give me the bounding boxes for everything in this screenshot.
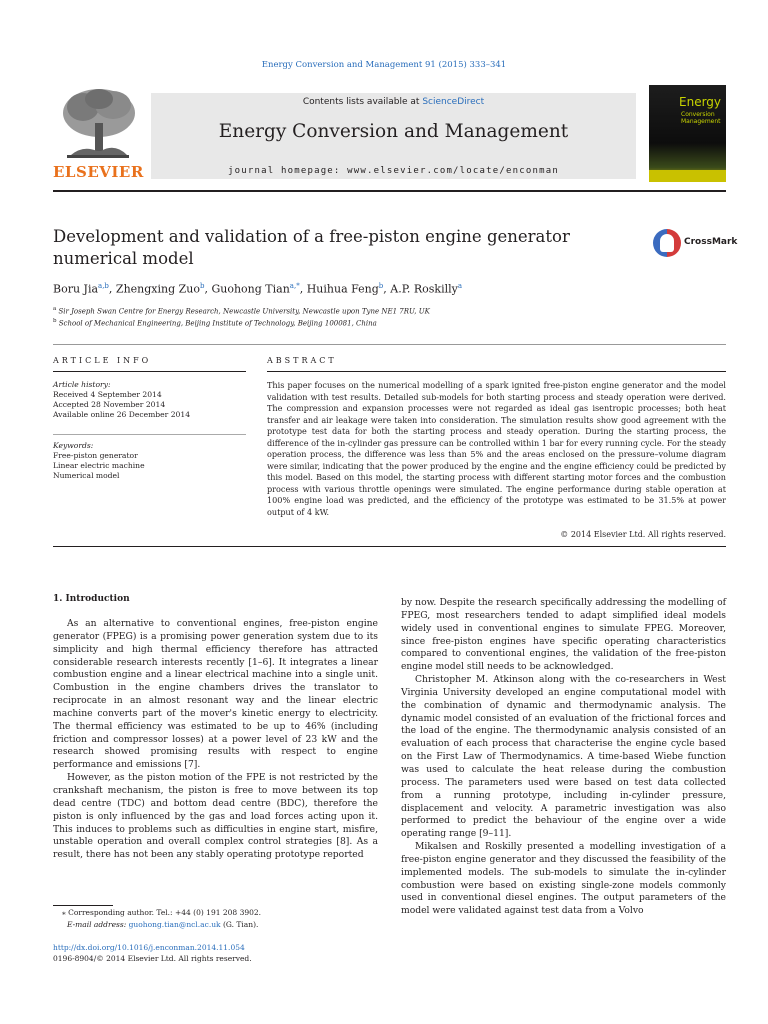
author-separator: , xyxy=(299,282,307,296)
email-note xyxy=(67,920,258,930)
crossmark-badge[interactable] xyxy=(653,229,738,261)
cover-subtitle xyxy=(681,111,721,125)
paragraph: However, as the piston motion of the FPE is not restricted by the crankshaft mechanism, the piston is free to move between its top dead centre (TDC) and bottom dead centre (BDC), therefore the piston is only influenced by the gas and load forces acting upon it. This induces to problems such as difficulties in engine start, misfire, unstable operation and overall complex control strategies [8]. As a result, there has not been any stably operating prototype reported xyxy=(53,772,378,861)
author-affiliation-marker[interactable]: a xyxy=(457,282,463,290)
abstract-heading: ABSTRACT xyxy=(267,356,337,365)
article-title xyxy=(53,226,613,270)
issn-copyright: 0196-8904/© 2014 Elsevier Ltd. All rights reserved. xyxy=(53,954,252,963)
keywords-rule xyxy=(53,434,246,435)
article-history xyxy=(53,380,243,420)
article-info-rule xyxy=(53,371,246,372)
author-name[interactable]: Zhengxing Zuo xyxy=(115,282,200,296)
masthead xyxy=(53,85,726,185)
author-affiliation-marker[interactable]: a,b xyxy=(98,282,109,290)
affiliation-b-text: School of Mechanical Engineering, Beijing Institute of Technology, Beijing 100081, China xyxy=(58,319,377,328)
keywords-heading: Keywords: xyxy=(53,441,94,450)
journal-cover-thumbnail[interactable] xyxy=(649,85,726,182)
abstract-rule xyxy=(267,371,726,372)
body-column-left xyxy=(53,618,378,862)
author-separator: , xyxy=(383,282,391,296)
cover-subtitle-line2: Management xyxy=(681,118,721,125)
affiliation-b xyxy=(53,318,377,327)
affiliation-a-text: Sir Joseph Swan Centre for Energy Research, Newcastle University, Newcastle upon Tyne NE1 7RU, UK xyxy=(58,307,430,316)
author-separator: , xyxy=(204,282,212,296)
abstract-text: This paper focuses on the numerical modelling of a spark ignited free-piston engine generator and the model validation with test results. Detailed sub-models for both starting process and steady operation were derived. The compression and expansion processes were not regarded as ideal gas isentropic processes; both heat transfer and air leakage were taken into consideration. The simulation results show good agreement with the prototype test data for both the starting process and steady operation. During the starting process, the difference of the in-cylinder gas pressure can be controlled within 1 bar for every running cycle. For the steady operation process, the difference was less than 5% and the areas enclosed on the pressure–volume diagram were similar, indicating that the power produced by the engine and the engine efficiency could be predicted by this model. Based on this model, the starting process with different starting motor forces and the combustion process with various throttle openings were simulated. The engine performance during stable operation at 100% engine load was predicted, and the efficiency of the prototype was estimated to be 31.5% at power output of 4 kW. xyxy=(267,380,726,518)
doi-link[interactable] xyxy=(53,943,245,953)
email-suffix: (G. Tian). xyxy=(220,920,259,929)
contents-available xyxy=(151,97,636,107)
journal-title: Energy Conversion and Management xyxy=(218,121,569,142)
author-affiliation-marker[interactable]: b xyxy=(378,282,384,290)
cover-strip xyxy=(649,170,726,182)
history-accepted: Accepted 28 November 2014 xyxy=(53,400,166,409)
crossmark-label: CrossMark xyxy=(684,237,738,247)
history-received: Received 4 September 2014 xyxy=(53,390,162,399)
history-online: Available online 26 December 2014 xyxy=(53,410,191,419)
email-link[interactable]: guohong.tian@ncl.ac.uk xyxy=(128,920,221,929)
journal-reference[interactable]: Energy Conversion and Management 91 (2015) 333–341 xyxy=(261,60,507,70)
publisher-logo: ELSEVIER xyxy=(53,163,144,181)
abstract-copyright: © 2014 Elsevier Ltd. All rights reserved. xyxy=(560,530,726,539)
masthead-divider xyxy=(53,190,726,192)
contents-prefix: Contents lists available at xyxy=(302,97,423,107)
crossmark-bookmark xyxy=(660,234,674,252)
author-list xyxy=(53,282,462,296)
keyword-item: Free-piston generator xyxy=(53,451,138,460)
section-title-introduction: 1. Introduction xyxy=(53,594,130,604)
journal-banner xyxy=(151,93,636,179)
author-separator: , xyxy=(108,282,116,296)
history-heading: Article history: xyxy=(53,380,111,389)
journal-homepage[interactable]: journal homepage: www.elsevier.com/locate/enconman xyxy=(228,166,559,176)
cover-subtitle-line1: Conversion xyxy=(681,111,715,118)
email-label: E-mail address: xyxy=(67,920,129,929)
doi-url[interactable]: http://dx.doi.org/10.1016/j.enconman.2014.11.054 xyxy=(53,943,245,952)
affiliation-b-marker: b xyxy=(53,318,57,324)
paragraph: Mikalsen and Roskilly presented a modelling investigation of a free-piston engine generator and they discussed the feasibility of the implemented models. The sub-models to simulate the in-cylinder combustion were based on existing single-zone models commonly used in conventional diesel engines. The output parameters of the model were validated against test data from a Volvo xyxy=(401,841,726,917)
body-column-right xyxy=(401,597,726,918)
corresponding-author-note: ⁎ Corresponding author. Tel.: +44 (0) 191 208 3902. xyxy=(62,908,262,917)
sciencedirect-link[interactable]: ScienceDirect xyxy=(422,97,485,107)
author-affiliation-marker[interactable]: b xyxy=(199,282,205,290)
author-name[interactable]: A.P. Roskilly xyxy=(390,282,458,296)
footnote-rule xyxy=(53,905,113,906)
article-info-heading: ARTICLE INFO xyxy=(53,356,152,365)
author-name[interactable]: Boru Jia xyxy=(53,282,99,296)
keywords xyxy=(53,441,243,481)
author-name[interactable]: Huihua Feng xyxy=(306,282,379,296)
article-title-line2: numerical model xyxy=(53,249,194,268)
affiliation-a-marker: a xyxy=(53,306,57,312)
affiliation-divider xyxy=(53,344,726,345)
paragraph: As an alternative to conventional engines, free-piston engine generator (FPEG) is a promising power generation system due to its simplicity and high thermal efficiency therefore has attracted considerable research interests recently [1–6]. It integrates a linear combustion engine and a linear electrical machine into a single unit. Combustion in the engine chambers drives the translator to reciprocate in an almost resonant way and the linear electric machine converts part of the mover's kinetic energy to electricity. The thermal efficiency was estimated to be up to 46% (including friction and compressor losses) at a power level of 23 kW and the research showed promising results with respect to engine performance and emissions [7]. xyxy=(53,618,378,771)
paragraph: Christopher M. Atkinson along with the co-researchers in West Virginia University developed an engine computational model with the combination of dynamic and thermodynamic analysis. The dynamic model consisted of an evaluation of the frictional forces and the load of the engine. The thermodynamic analysis consisted of an evaluation of each process that characterise the engine cycle based on the First Law of Thermodynamics. A time-based Wiebe function was used to calculate the heat release during the combustion process. The parameters used were based on test data collected from a running prototype, including in-cylinder pressure, displacement and velocity. A parametric investigation was also performed to predict the behaviour of the engine over a wide operating range [9–11]. xyxy=(401,674,726,840)
affiliation-a xyxy=(53,306,430,315)
keyword-item: Linear electric machine xyxy=(53,461,145,470)
author-affiliation-marker[interactable]: a,* xyxy=(289,282,300,290)
article-title-line1: Development and validation of a free-piston engine generator xyxy=(53,227,570,246)
cover-title: Energy xyxy=(679,95,722,109)
paragraph: by now. Despite the research specifically addressing the modelling of FPEG, most researchers tended to adapt simplified ideal models widely used in conventional engines to simulate FPEG. Moreover, since free-piston engines have specific operating characteristics compared to conventional engines, the validation of the free-piston engine model still needs to be acknowledged. xyxy=(401,597,726,673)
author-name[interactable]: Guohong Tian xyxy=(211,282,290,296)
keyword-item: Numerical model xyxy=(53,471,120,480)
abstract-bottom-rule xyxy=(53,546,726,547)
